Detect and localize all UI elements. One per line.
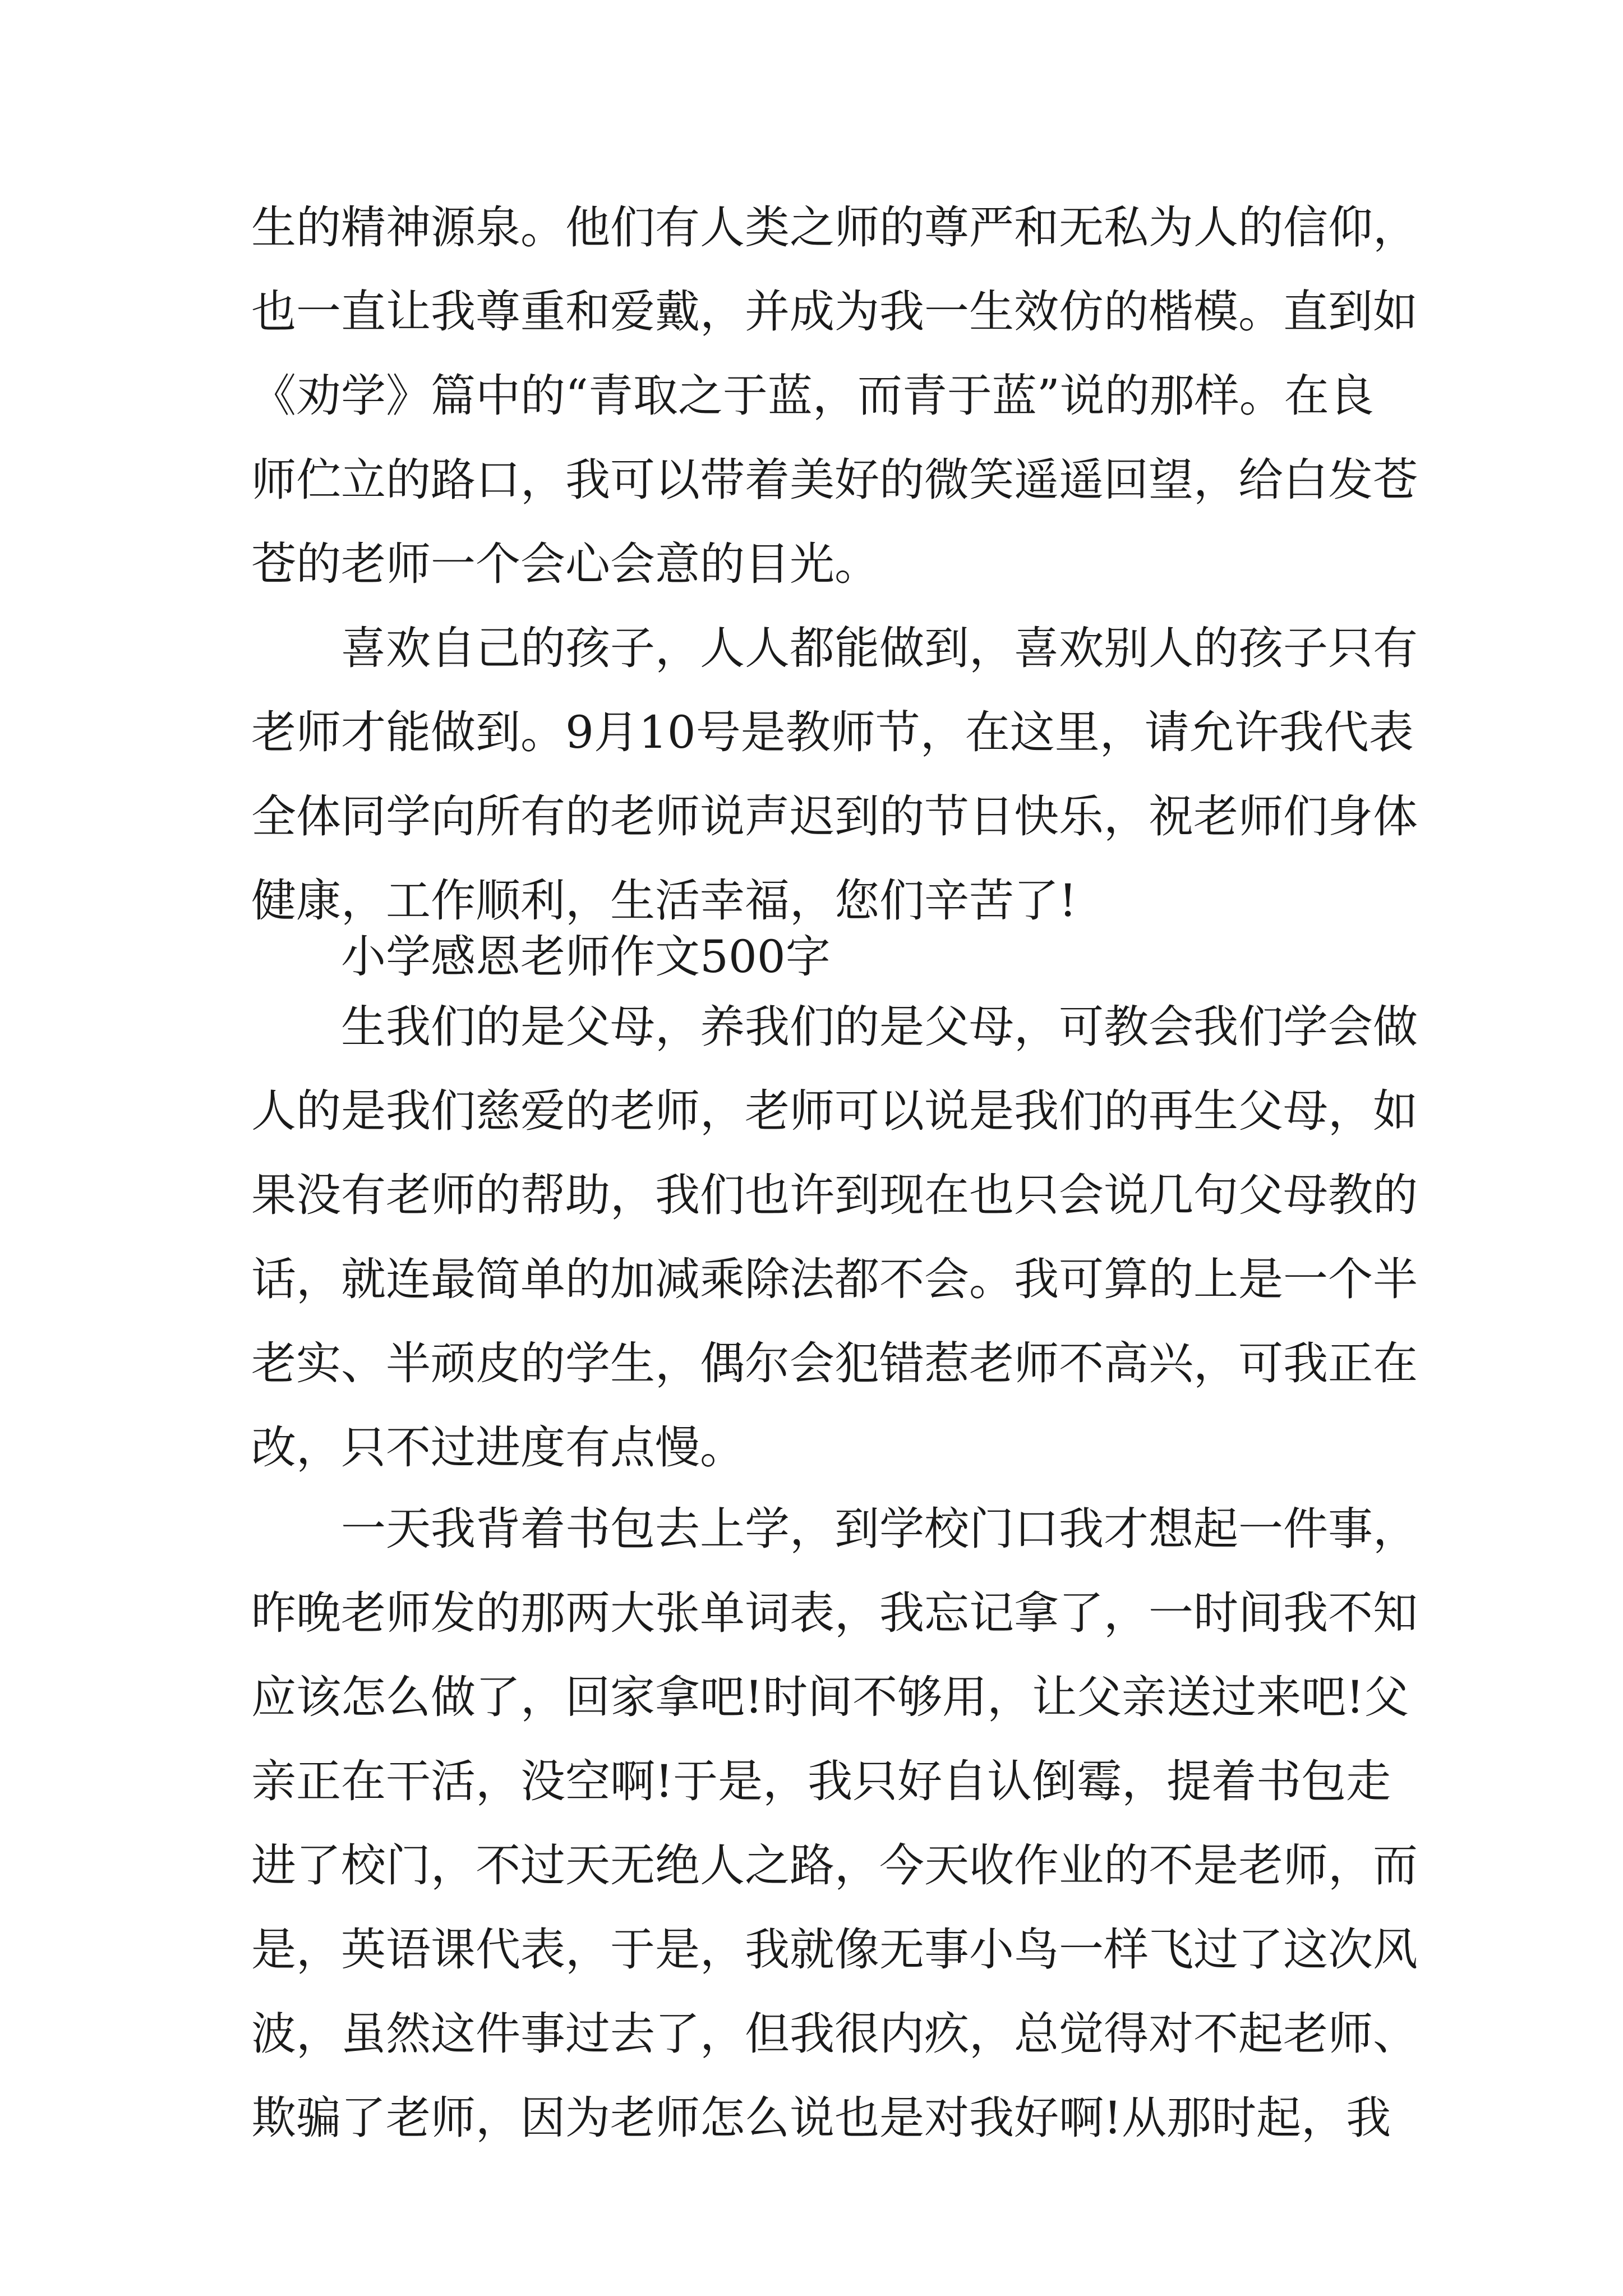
text-line: 苍的老师一个会心会意的目光。	[251, 538, 879, 590]
section-heading: 小学感恩老师作文500字	[341, 931, 831, 983]
text-line: 进了校门，不过天无绝人之路，今天收作业的不是老师，而	[251, 1839, 1418, 1892]
text-line: 昨晚老师发的那两大张单词表，我忘记拿了，一时间我不知	[251, 1587, 1418, 1639]
paragraph-first-line: 生我们的是父母，养我们的是父母，可教会我们学会做	[341, 1001, 1418, 1053]
text-line: 改，只不过进度有点慢。	[251, 1421, 745, 1474]
text-line: 老实、半顽皮的学生，偶尔会犯错惹老师不高兴，可我正在	[251, 1337, 1418, 1389]
text-line: 也一直让我尊重和爱戴，并成为我一生效仿的楷模。直到如	[251, 286, 1418, 338]
text-line: 是，英语课代表，于是，我就像无事小鸟一样飞过了这次风	[251, 1924, 1418, 1976]
paragraph-first-line: 喜欢自己的孩子，人人都能做到，喜欢别人的孩子只有	[341, 622, 1418, 674]
text-line: 全体同学向所有的老师说声迟到的节日快乐，祝老师们身体	[251, 790, 1418, 843]
text-line: 《劝学》篇中的“青取之于蓝，而青于蓝”说的那样。在良	[251, 370, 1374, 422]
text-line: 话，就连最简单的加减乘除法都不会。我可算的上是一个半	[251, 1253, 1418, 1305]
text-line: 果没有老师的帮助，我们也许到现在也只会说几句父母教的	[251, 1169, 1418, 1221]
text-line: 生的精神源泉。他们有人类之师的尊严和无私为人的信仰，	[251, 201, 1418, 254]
text-line: 应该怎么做了，回家拿吧!时间不够用，让父亲送过来吧!父	[251, 1671, 1409, 1723]
text-line: 亲正在干活，没空啊!于是，我只好自认倒霉，提着书包走	[251, 1755, 1391, 1807]
paragraph-first-line: 一天我背着书包去上学，到学校门口我才想起一件事，	[341, 1503, 1418, 1555]
text-line: 波，虽然这件事过去了，但我很内疚，总觉得对不起老师、	[251, 2008, 1418, 2060]
text-line: 老师才能做到。9月10号是教师节，在这里，请允许我代表	[251, 706, 1414, 758]
text-line: 欺骗了老师，因为老师怎么说也是对我好啊!从那时起，我	[251, 2092, 1391, 2144]
text-line: 师伫立的路口，我可以带着美好的微笑遥遥回望，给白发苍	[251, 454, 1418, 506]
text-line: 人的是我们慈爱的老师，老师可以说是我们的再生父母，如	[251, 1085, 1418, 1137]
text-line: 健康，工作顺利，生活幸福，您们辛苦了!	[251, 875, 1077, 927]
